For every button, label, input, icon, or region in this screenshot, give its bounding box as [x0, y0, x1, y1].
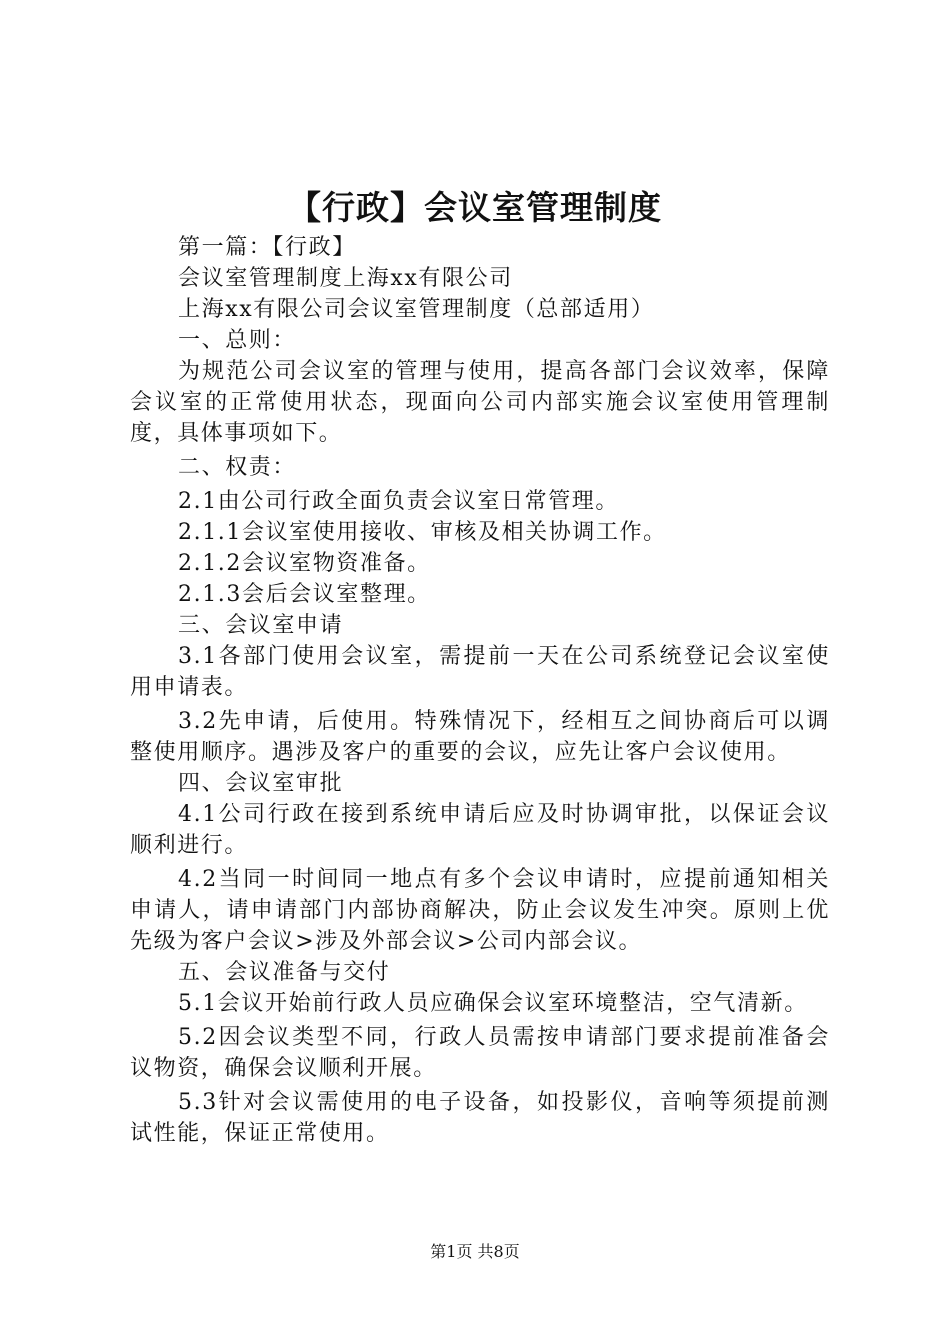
paragraph: 2.1.1会议室使用接收、审核及相关协调工作。: [178, 520, 667, 545]
paragraph: 5.2因会议类型不同，行政人员需按申请部门要求提前准备会议物资，确保会议顺利开展。: [130, 1025, 830, 1081]
section-heading: 三、会议室申请: [178, 613, 344, 638]
paragraph: 第一篇：【行政】: [178, 235, 356, 260]
paragraph: 3.2先申请，后使用。特殊情况下，经相互之间协商后可以调整使用顺序。遇涉及客户的重要的会议，应先让客户会议使用。: [130, 709, 830, 765]
paragraph: 5.1会议开始前行政人员应确保会议室环境整洁，空气清新。: [178, 991, 808, 1016]
paragraph: 2.1.2会议室物资准备。: [178, 551, 431, 576]
section-heading: 五、会议准备与交付: [178, 960, 391, 985]
section-heading: 四、会议室审批: [178, 771, 344, 796]
section-heading: 一、总则：: [178, 328, 297, 353]
document-title: 【行政】会议室管理制度: [288, 188, 662, 227]
paragraph: 2.1.3会后会议室整理。: [178, 582, 431, 607]
paragraph: 4.1公司行政在接到系统申请后应及时协调审批，以保证会议顺利进行。: [130, 802, 830, 858]
section-heading: 二、权责：: [178, 455, 297, 480]
paragraph: 2.1由公司行政全面负责会议室日常管理。: [178, 489, 619, 514]
paragraph: 会议室管理制度上海xx有限公司: [178, 266, 513, 291]
paragraph: 4.2当同一时间同一地点有多个会议申请时，应提前通知相关申请人，请申请部门内部协商解决，防止会议发生冲突。原则上优先级为客户会议>涉及外部会议>公司内部会议。: [130, 867, 830, 954]
paragraph: 3.1各部门使用会议室，需提前一天在公司系统登记会议室使用申请表。: [130, 644, 830, 700]
paragraph: 5.3针对会议需使用的电子设备，如投影仪，音响等须提前测试性能，保证正常使用。: [130, 1090, 830, 1146]
document-body: [130, 232, 830, 1149]
page-footer: 第1页 共8页: [430, 1242, 520, 1261]
paragraph: 为规范公司会议室的管理与使用，提高各部门会议效率，保障会议室的正常使用状态，现面向公司内部实施会议室使用管理制度，具体事项如下。: [130, 359, 830, 446]
paragraph: 上海xx有限公司会议室管理制度（总部适用）: [178, 297, 655, 322]
